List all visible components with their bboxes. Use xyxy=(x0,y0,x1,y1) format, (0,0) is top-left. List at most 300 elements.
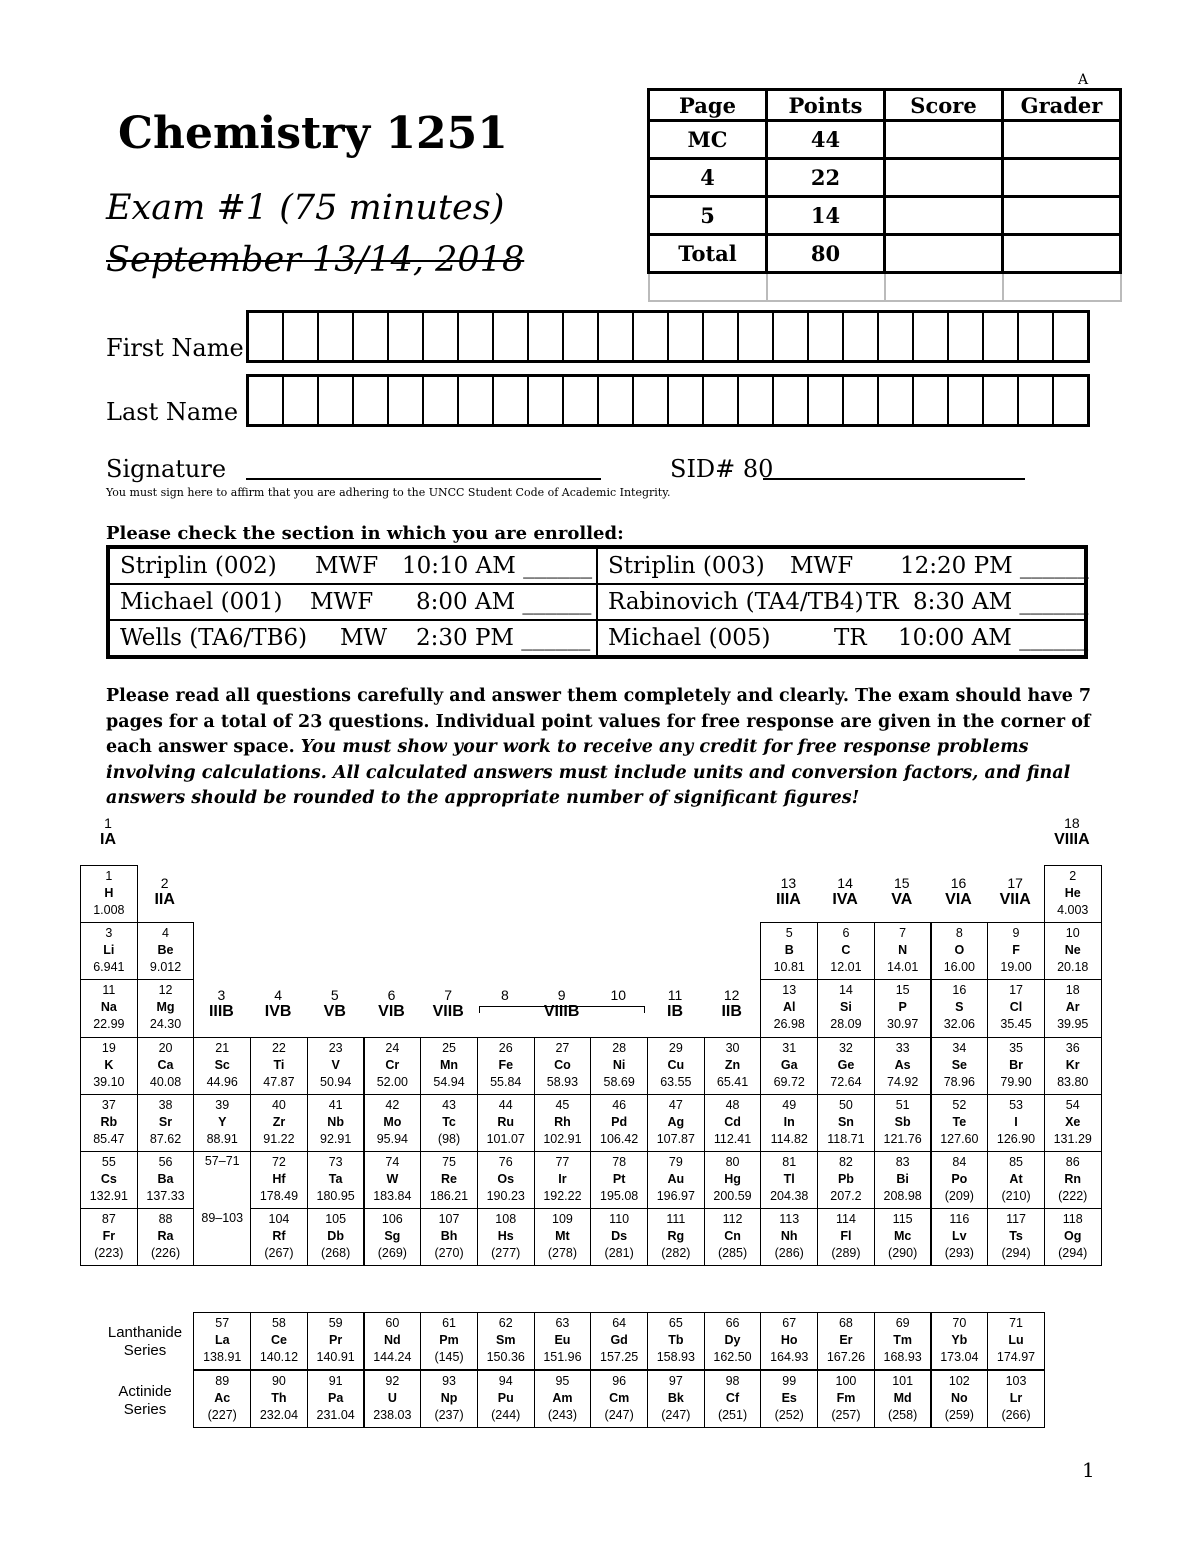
group-bracket xyxy=(479,1006,645,1013)
atomic-number: 78 xyxy=(612,1155,627,1169)
group-roman: IVA xyxy=(832,891,858,908)
atomic-mass: 92.91 xyxy=(320,1131,352,1146)
element-symbol: Ac xyxy=(214,1391,231,1405)
atomic-mass: 114.82 xyxy=(770,1131,808,1146)
lanthanide-cell xyxy=(817,1312,875,1370)
score-points-cell: 22 xyxy=(767,159,885,197)
score-score-cell[interactable] xyxy=(885,197,1003,235)
section-prompt: Please check the section in which you are enrolled: xyxy=(106,523,624,544)
group-header xyxy=(307,987,363,1021)
element-symbol: Si xyxy=(840,1000,852,1015)
letter-box[interactable] xyxy=(704,313,739,360)
element-symbol: Re xyxy=(441,1172,458,1186)
group-header xyxy=(137,875,193,909)
section-option[interactable] xyxy=(108,620,597,657)
atomic-mass: (222) xyxy=(1058,1189,1088,1203)
element-symbol: Ce xyxy=(270,1333,287,1347)
atomic-number: 68 xyxy=(838,1316,853,1330)
atomic-number: 74 xyxy=(385,1155,400,1169)
score-header-cell: Points xyxy=(767,90,885,121)
element-cell xyxy=(364,1094,422,1152)
atomic-number: 55 xyxy=(101,1155,116,1169)
atomic-mass: 50.94 xyxy=(320,1074,352,1089)
element-symbol: Np xyxy=(440,1391,458,1405)
element-cell xyxy=(704,1208,762,1266)
element-symbol: Mo xyxy=(383,1114,402,1129)
element-symbol: Fm xyxy=(836,1391,856,1405)
atomic-mass: 19.00 xyxy=(1000,960,1032,975)
group-number: 16 xyxy=(950,875,967,891)
element-symbol: Hf xyxy=(272,1172,286,1186)
element-symbol: Fe xyxy=(498,1057,514,1072)
letter-box[interactable] xyxy=(529,377,564,424)
actinide-cell xyxy=(760,1370,818,1428)
element-symbol: Bk xyxy=(667,1391,684,1405)
atomic-mass: 127.60 xyxy=(940,1131,979,1146)
element-cell xyxy=(137,1151,195,1209)
atomic-mass: 26.98 xyxy=(773,1017,805,1032)
letter-box[interactable] xyxy=(669,377,704,424)
element-symbol: Nd xyxy=(384,1333,401,1347)
atomic-number: 4 xyxy=(162,926,169,941)
group-number: 2 xyxy=(160,875,169,891)
section-time: 12:20 PM ______ xyxy=(900,553,1089,579)
section-option[interactable] xyxy=(597,547,1089,584)
atomic-mass: 140.91 xyxy=(316,1350,355,1364)
group-header xyxy=(987,875,1043,909)
atomic-mass: (251) xyxy=(717,1408,748,1422)
section-days: MWF xyxy=(790,553,854,579)
letter-box[interactable] xyxy=(284,377,319,424)
element-symbol: Th xyxy=(271,1391,287,1405)
letter-box[interactable] xyxy=(1019,313,1054,360)
element-symbol: Lu xyxy=(1008,1333,1024,1347)
atomic-mass: 65.41 xyxy=(716,1074,749,1089)
group-header xyxy=(817,875,873,909)
atomic-number: 26 xyxy=(498,1040,513,1055)
atomic-mass: 101.07 xyxy=(486,1131,525,1146)
element-cell xyxy=(477,1208,535,1266)
element-cell xyxy=(534,1208,592,1266)
letter-box[interactable] xyxy=(319,313,354,360)
group-number: 8 xyxy=(500,987,509,1004)
letter-box[interactable] xyxy=(809,377,844,424)
atomic-mass: 4.003 xyxy=(1057,903,1089,917)
element-symbol: Tl xyxy=(783,1172,795,1186)
atomic-number: 54 xyxy=(1065,1097,1080,1112)
score-score-cell[interactable] xyxy=(885,159,1003,197)
atomic-mass: 150.36 xyxy=(486,1350,525,1364)
atomic-number: 113 xyxy=(779,1212,800,1227)
section-name: Wells (TA6/TB6) xyxy=(120,625,308,651)
sid-line[interactable] xyxy=(763,478,1025,480)
atomic-mass: (269) xyxy=(377,1246,407,1261)
letter-box[interactable] xyxy=(879,377,914,424)
group-header xyxy=(704,987,760,1021)
atomic-mass: 78.96 xyxy=(943,1074,975,1089)
atomic-number: 63 xyxy=(555,1316,570,1330)
atomic-number: 2 xyxy=(1069,869,1077,883)
element-symbol: La xyxy=(214,1333,230,1347)
group-roman: IVB xyxy=(264,1003,292,1021)
section-option[interactable] xyxy=(597,584,1089,620)
score-grader-cell[interactable] xyxy=(1003,121,1121,159)
letter-box[interactable] xyxy=(914,377,949,424)
letter-box[interactable] xyxy=(914,313,949,360)
letter-box[interactable] xyxy=(949,377,984,424)
element-symbol: Ra xyxy=(157,1229,174,1244)
group-header xyxy=(477,987,533,1003)
atomic-number: 87 xyxy=(101,1212,116,1227)
element-symbol: Ca xyxy=(157,1057,174,1072)
atomic-number: 52 xyxy=(952,1097,967,1112)
atomic-number: 38 xyxy=(158,1097,173,1112)
element-symbol: Sb xyxy=(894,1114,911,1129)
section-row xyxy=(108,547,1086,584)
letter-box[interactable] xyxy=(669,313,704,360)
letter-box[interactable] xyxy=(424,377,459,424)
atomic-mass: 10.81 xyxy=(773,960,805,975)
element-symbol: Bh xyxy=(440,1229,458,1244)
atomic-number: 22 xyxy=(271,1040,286,1055)
letter-box[interactable] xyxy=(249,313,284,360)
atomic-mass: 131.29 xyxy=(1053,1131,1092,1146)
atomic-mass: (244) xyxy=(491,1408,521,1422)
letter-box[interactable] xyxy=(1019,377,1054,424)
letter-box[interactable] xyxy=(459,313,494,360)
letter-box[interactable] xyxy=(389,313,424,360)
atomic-number: 83 xyxy=(895,1155,910,1169)
atomic-mass: (223) xyxy=(94,1246,124,1261)
letter-box[interactable] xyxy=(634,377,669,424)
element-symbol: Er xyxy=(839,1333,853,1347)
element-symbol: Au xyxy=(667,1172,685,1186)
atomic-number: 30 xyxy=(725,1040,740,1055)
score-row-blank xyxy=(649,273,1121,302)
letter-box[interactable] xyxy=(809,313,844,360)
atomic-mass: 40.08 xyxy=(149,1074,182,1089)
element-cell xyxy=(817,1208,875,1266)
letter-box[interactable] xyxy=(774,313,809,360)
element-symbol: Fl xyxy=(840,1229,852,1244)
element-symbol: Mt xyxy=(555,1229,570,1244)
element-cell xyxy=(137,922,195,980)
last-name-boxes[interactable] xyxy=(246,374,1090,427)
score-grader-cell[interactable] xyxy=(1003,235,1121,273)
exam-date: September 13/14, 2018 xyxy=(106,240,525,280)
atomic-number: 1 xyxy=(105,869,113,883)
element-cell xyxy=(590,1037,648,1095)
element-symbol: Te xyxy=(952,1114,967,1129)
atomic-mass: 28.09 xyxy=(830,1017,862,1032)
first-name-boxes[interactable] xyxy=(246,310,1090,363)
letter-box[interactable] xyxy=(949,313,984,360)
element-symbol: Al xyxy=(782,1000,796,1015)
section-option[interactable] xyxy=(108,547,597,584)
atomic-number: 64 xyxy=(612,1316,627,1330)
element-cell xyxy=(760,1208,818,1266)
letter-box[interactable] xyxy=(319,377,354,424)
actinide-cell xyxy=(534,1370,592,1428)
element-symbol: Eu xyxy=(554,1333,571,1347)
letter-box[interactable] xyxy=(494,377,529,424)
actinide-cell xyxy=(987,1370,1045,1428)
atomic-mass: 195.08 xyxy=(600,1189,639,1203)
atomic-mass: 173.04 xyxy=(940,1350,979,1364)
element-symbol: Db xyxy=(327,1229,344,1244)
atomic-number: 97 xyxy=(668,1374,683,1388)
element-cell xyxy=(987,1094,1045,1152)
group-roman: IIB xyxy=(721,1003,742,1021)
lanthanide-cell xyxy=(250,1312,308,1370)
element-cell xyxy=(193,1094,251,1152)
group-number: 13 xyxy=(780,875,797,891)
element-cell xyxy=(704,1094,762,1152)
atomic-number: 100 xyxy=(835,1374,857,1388)
group-number: 18 xyxy=(1064,815,1080,831)
atomic-number: 6 xyxy=(842,926,850,941)
letter-box[interactable] xyxy=(1054,377,1087,424)
element-cell xyxy=(987,1208,1045,1266)
letter-box[interactable] xyxy=(879,313,914,360)
atomic-mass: (243) xyxy=(547,1408,578,1422)
group-roman: IA xyxy=(100,831,116,848)
element-cell xyxy=(760,1037,818,1095)
group-roman: IB xyxy=(667,1003,683,1021)
atomic-mass: 32.06 xyxy=(943,1017,975,1032)
letter-box[interactable] xyxy=(564,377,599,424)
atomic-number: 49 xyxy=(782,1097,797,1112)
atomic-mass: 106.42 xyxy=(600,1131,639,1146)
score-row xyxy=(649,121,1121,159)
actinide-cell xyxy=(193,1370,251,1428)
element-cell xyxy=(534,1151,592,1209)
element-cell xyxy=(1044,1208,1102,1266)
element-symbol: Ba xyxy=(157,1172,174,1186)
letter-box[interactable] xyxy=(494,313,529,360)
letter-box[interactable] xyxy=(634,313,669,360)
atomic-number: 105 xyxy=(325,1212,347,1227)
element-symbol: Ni xyxy=(612,1057,626,1072)
atomic-number: 102 xyxy=(948,1374,970,1388)
score-grader-cell[interactable] xyxy=(1003,159,1121,197)
signature-line[interactable] xyxy=(246,478,601,480)
lanthanide-cell xyxy=(590,1312,648,1370)
group-number: 15 xyxy=(894,875,910,891)
element-symbol: Rh xyxy=(554,1114,571,1129)
atomic-number: 117 xyxy=(1006,1212,1026,1227)
atomic-mass: (290) xyxy=(888,1246,918,1261)
element-symbol: Cl xyxy=(1009,1000,1023,1015)
element-cell xyxy=(364,1151,422,1209)
group-number: 11 xyxy=(667,987,683,1004)
letter-box[interactable] xyxy=(354,313,389,360)
letter-box[interactable] xyxy=(704,377,739,424)
letter-box[interactable] xyxy=(984,313,1019,360)
score-row xyxy=(649,197,1121,235)
element-symbol: Rn xyxy=(1064,1172,1082,1186)
letter-box[interactable] xyxy=(739,313,774,360)
atomic-number: 57 xyxy=(215,1316,230,1330)
score-score-cell[interactable] xyxy=(885,235,1003,273)
atomic-number: 89 xyxy=(215,1374,230,1388)
letter-box[interactable] xyxy=(984,377,1019,424)
atomic-mass: (286) xyxy=(774,1246,804,1261)
atomic-mass: 200.59 xyxy=(713,1189,752,1203)
atomic-mass: 196.97 xyxy=(656,1189,695,1203)
atomic-number: 5 xyxy=(785,926,793,941)
element-symbol: Li xyxy=(103,943,115,958)
atomic-number: 10 xyxy=(1065,926,1080,941)
letter-box[interactable] xyxy=(249,377,284,424)
score-score-cell[interactable] xyxy=(885,121,1003,159)
element-cell xyxy=(760,1094,818,1152)
element-cell xyxy=(874,922,932,980)
section-option[interactable] xyxy=(597,620,1089,657)
element-symbol: Po xyxy=(951,1172,968,1186)
group-roman: VB xyxy=(323,1003,346,1021)
atomic-mass: 180.95 xyxy=(316,1189,355,1203)
group-roman: IIA xyxy=(154,891,175,908)
atomic-mass: (252) xyxy=(774,1408,804,1422)
section-name: Michael (005) xyxy=(608,625,771,651)
element-symbol: No xyxy=(951,1391,968,1405)
score-page-cell: Total xyxy=(649,235,767,273)
atomic-number: 115 xyxy=(892,1212,913,1227)
lanthanide-cell xyxy=(420,1312,478,1370)
letter-box[interactable] xyxy=(354,377,389,424)
section-option[interactable] xyxy=(108,584,597,620)
series-placeholder-cell xyxy=(193,1151,251,1209)
atomic-number: 3 xyxy=(105,926,113,941)
letter-box[interactable] xyxy=(529,313,564,360)
atomic-number: 28 xyxy=(612,1040,627,1055)
element-cell xyxy=(307,1208,365,1266)
score-grader-cell[interactable] xyxy=(1003,197,1121,235)
letter-box[interactable] xyxy=(424,313,459,360)
atomic-mass: 167.26 xyxy=(826,1350,866,1364)
page-number: 1 xyxy=(1082,1458,1095,1482)
atomic-mass: (294) xyxy=(1001,1246,1031,1261)
group-number: 10 xyxy=(610,987,627,1004)
element-cell xyxy=(137,1037,195,1095)
element-cell xyxy=(364,1208,422,1266)
atomic-number: 41 xyxy=(328,1097,343,1112)
element-cell xyxy=(1044,979,1102,1037)
section-time: 8:00 AM ______ xyxy=(416,589,592,615)
letter-box[interactable] xyxy=(844,377,879,424)
section-time: 10:10 AM ______ xyxy=(402,553,593,579)
element-symbol: F xyxy=(1012,943,1020,958)
atomic-number: 43 xyxy=(442,1097,456,1112)
atomic-number: 70 xyxy=(952,1316,967,1330)
element-symbol: Bi xyxy=(896,1172,909,1186)
element-cell xyxy=(590,1208,648,1266)
atomic-mass: (289) xyxy=(831,1246,861,1261)
element-symbol: Pu xyxy=(497,1391,514,1405)
section-time: 10:00 AM ______ xyxy=(898,625,1089,651)
score-table-header xyxy=(649,90,1121,121)
atomic-mass: (226) xyxy=(150,1246,181,1261)
atomic-number: 95 xyxy=(555,1374,570,1388)
element-symbol: Pm xyxy=(439,1333,459,1347)
atomic-number: 13 xyxy=(782,983,797,998)
atomic-number: 11 xyxy=(102,983,116,998)
atomic-number: 79 xyxy=(668,1155,683,1169)
element-symbol: Pr xyxy=(329,1333,343,1347)
group-roman: VIIIB xyxy=(543,1003,580,1021)
element-symbol: N xyxy=(898,943,908,958)
letter-box[interactable] xyxy=(599,377,634,424)
element-cell xyxy=(420,1037,478,1095)
atomic-mass: 6.941 xyxy=(93,960,125,975)
series-range: 57–71 xyxy=(204,1154,240,1168)
element-symbol: Es xyxy=(781,1391,797,1405)
element-symbol: Ho xyxy=(780,1333,798,1347)
section-name: Michael (001) xyxy=(120,589,283,615)
atomic-number: 77 xyxy=(555,1155,570,1169)
letter-box[interactable] xyxy=(1054,313,1087,360)
element-cell xyxy=(817,1094,875,1152)
element-symbol: Dy xyxy=(724,1333,741,1347)
element-cell xyxy=(80,1208,138,1266)
element-cell xyxy=(307,1037,365,1095)
letter-box[interactable] xyxy=(564,313,599,360)
letter-box[interactable] xyxy=(389,377,424,424)
element-symbol: Ar xyxy=(1065,1000,1080,1015)
score-page-cell: 5 xyxy=(649,197,767,235)
atomic-number: 65 xyxy=(668,1316,683,1330)
group-number: 9 xyxy=(557,987,566,1004)
atomic-mass: 14.01 xyxy=(887,960,919,975)
element-cell xyxy=(817,1037,875,1095)
atomic-mass: (281) xyxy=(604,1246,634,1261)
letter-box[interactable] xyxy=(284,313,319,360)
atomic-mass: (257) xyxy=(831,1408,861,1422)
letter-box[interactable] xyxy=(844,313,879,360)
atomic-number: 34 xyxy=(952,1040,967,1055)
atomic-number: 85 xyxy=(1009,1155,1023,1169)
atomic-number: 98 xyxy=(725,1374,740,1388)
element-cell xyxy=(80,979,138,1037)
atomic-number: 92 xyxy=(385,1374,400,1388)
atomic-mass: 9.012 xyxy=(149,960,182,975)
element-cell xyxy=(590,1151,648,1209)
letter-box[interactable] xyxy=(774,377,809,424)
atomic-mass: 47.87 xyxy=(263,1074,295,1089)
atomic-number: 44 xyxy=(498,1097,513,1112)
actinide-cell xyxy=(931,1370,989,1428)
atomic-number: 66 xyxy=(725,1316,740,1330)
integrity-note: You must sign here to affirm that you are adhering to the UNCC Student Code of Academic Integrity. xyxy=(106,486,671,499)
letter-box[interactable] xyxy=(599,313,634,360)
element-cell xyxy=(477,1037,535,1095)
atomic-mass: 168.93 xyxy=(883,1350,922,1364)
atomic-mass: 151.96 xyxy=(543,1350,582,1364)
element-cell xyxy=(137,979,195,1037)
letter-box[interactable] xyxy=(739,377,774,424)
element-symbol: Kr xyxy=(1065,1057,1080,1072)
element-symbol: Be xyxy=(157,943,174,958)
atomic-mass: 118.71 xyxy=(827,1131,865,1146)
actinide-cell xyxy=(250,1370,308,1428)
group-roman: VIB xyxy=(378,1003,405,1021)
letter-box[interactable] xyxy=(459,377,494,424)
element-cell xyxy=(760,1151,818,1209)
atomic-number: 56 xyxy=(158,1155,173,1169)
atomic-mass: 207.2 xyxy=(830,1189,862,1203)
element-symbol: Pt xyxy=(612,1172,626,1186)
